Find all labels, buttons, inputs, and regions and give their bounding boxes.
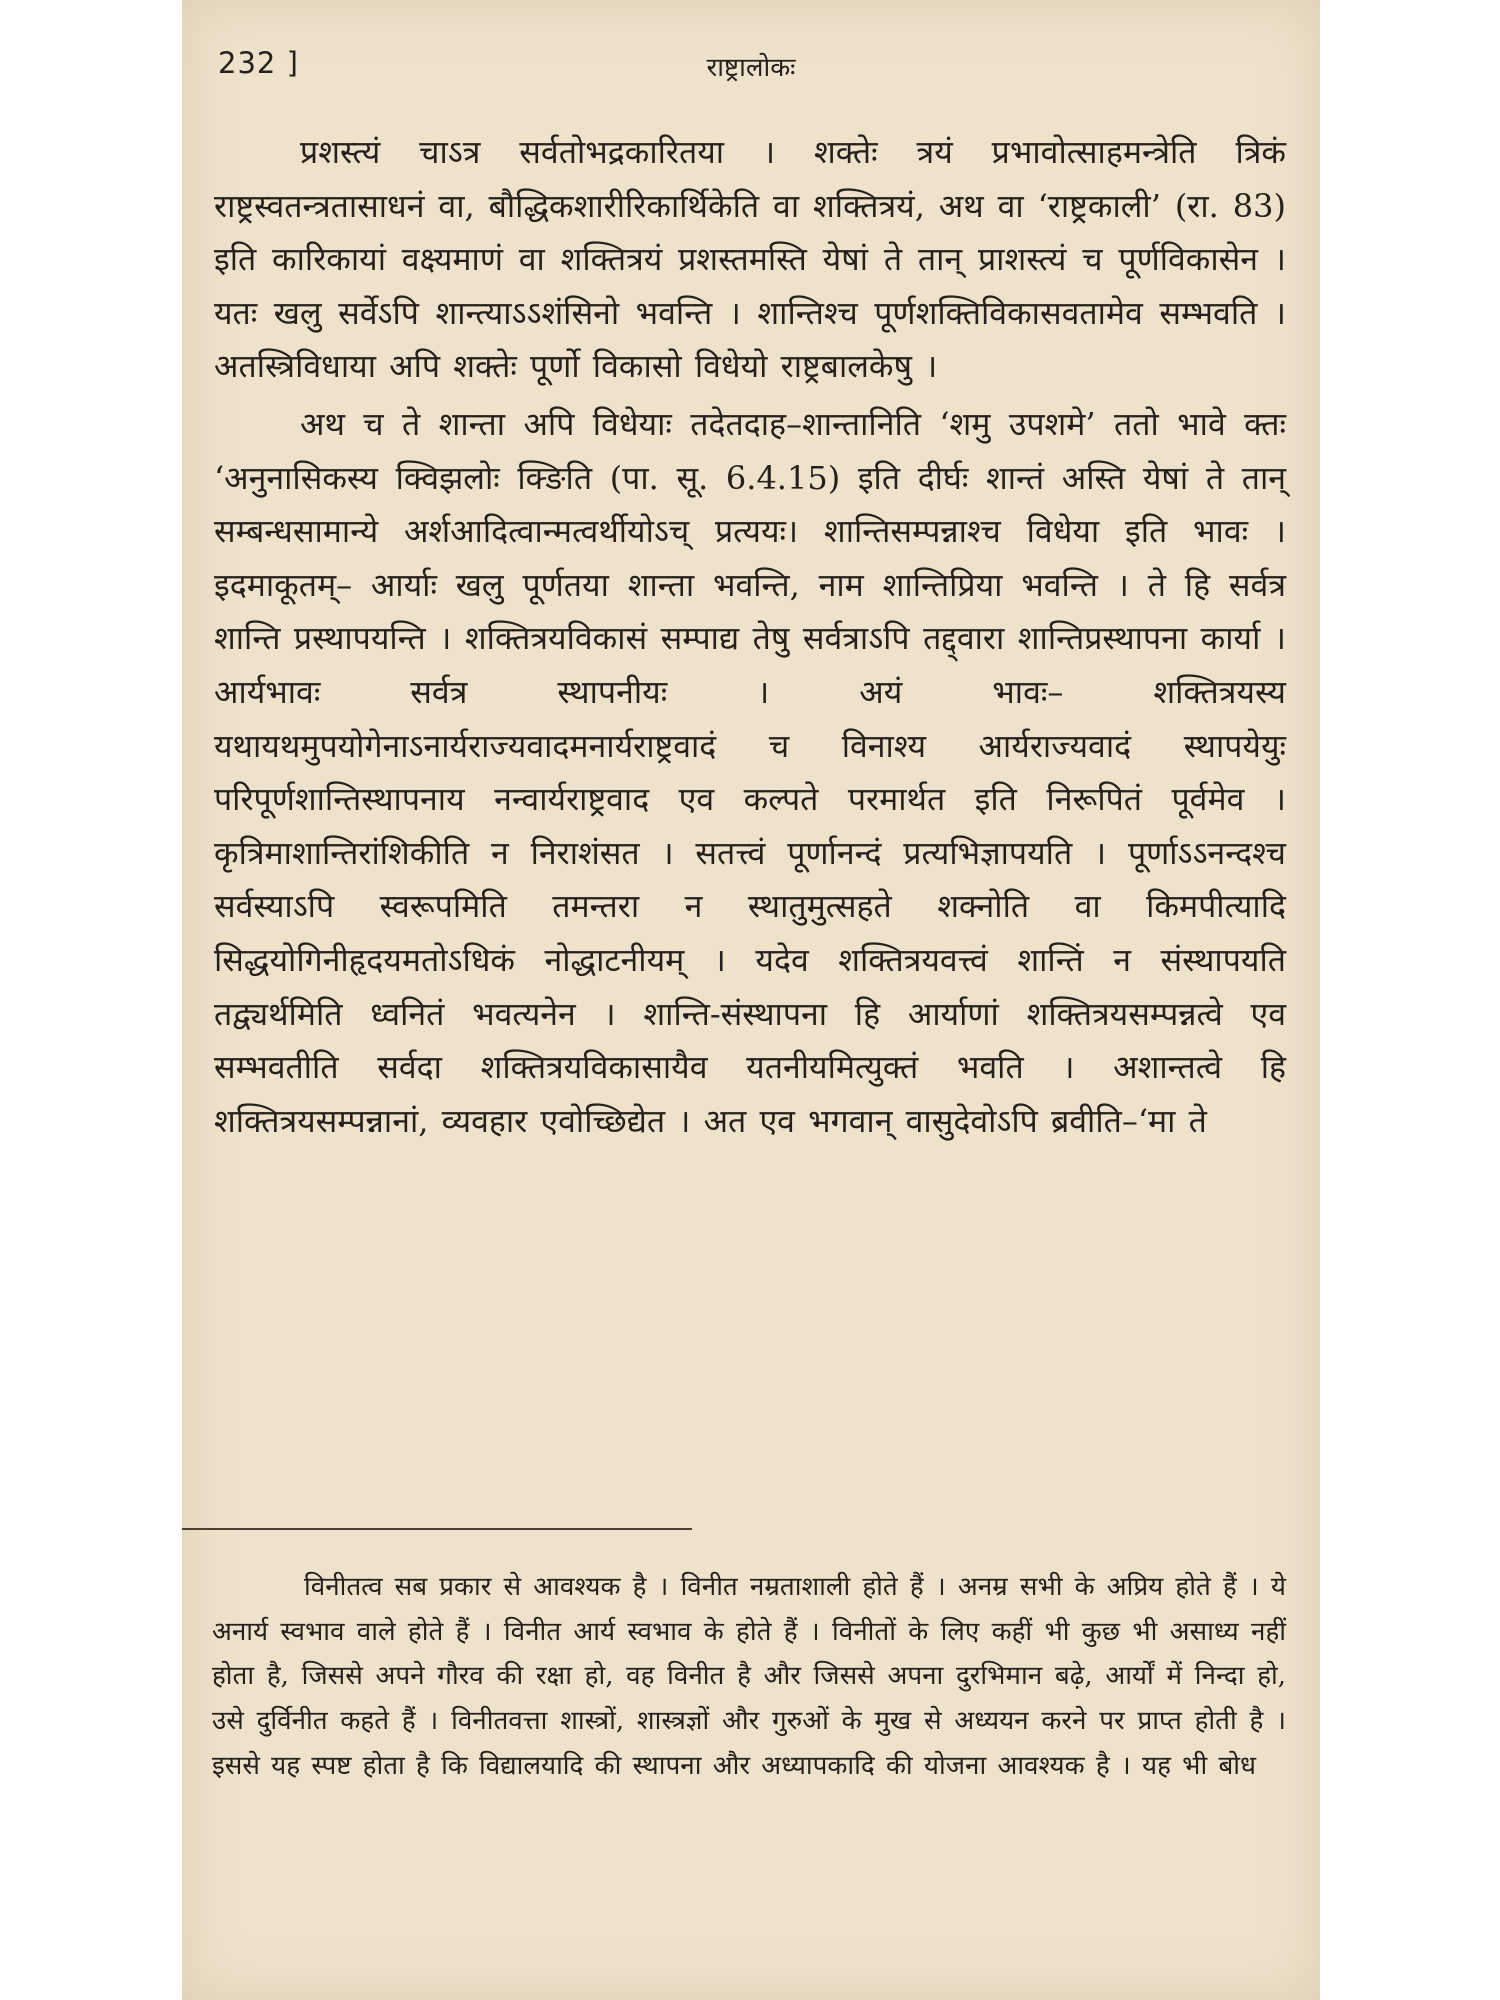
page-number: 232 ]: [218, 46, 299, 80]
footnote-text: विनीतत्व सब प्रकार से आवश्यक है । विनीत नम्रताशाली होते हैं । अनम्र सभी के अप्रिय होते हैं । ये अनार्य स्वभाव वाले होते हैं । विनीत आर्य स्वभाव के होते हैं । विनीतों के लिए कहीं भी कुछ भी असाध्य नहीं होता है, जिससे अपने गौरव की रक्षा हो, वह विनीत है और जिससे अपना दुरभिमान बढ़े, आर्यों में निन्दा हो, उसे दुर्विनीत कहते हैं । विनीतवत्ता शास्त्रों, शास्त्रज्ञों और गुरुओं के मुख से अध्ययन करने पर प्राप्त होती है । इससे यह स्पष्ट होता है कि विद्यालयादि की स्थापना और अध्यापकादि की योजना आवश्यक है । यह भी बोध: [212, 1572, 1286, 1781]
running-title: राष्ट्रालोकः: [706, 53, 796, 83]
footnote-divider: [182, 1528, 692, 1530]
footnote: [212, 1565, 1286, 1789]
main-text: [214, 126, 1286, 1148]
paragraph-1: प्रशस्त्यं चाऽत्र सर्वतोभद्रकारितया । शक्तेः त्रयं प्रभावोत्साहमन्त्रेति त्रिकं राष्ट्रस्वतन्त्रतासाधनं वा, बौद्धिकशारीरिकार्थिकेति वा शक्तित्रयं, अथ वा ‘राष्ट्रकाली’ (रा. 83) इति कारिकायां वक्ष्यमाणं वा शक्तित्रयं प्रशस्तमस्ति येषां ते तान् प्राशस्त्यं च पूर्णविकासेन । यतः खलु सर्वेऽपि शान्त्याऽऽशंसिनो भवन्ति । शान्तिश्च पूर्णशक्तिविकासवतामेव सम्भवति । अतस्त्रिविधाया अपि शक्तेः पूर्णो विकासो विधेयो राष्ट्रबालकेषु ।: [214, 133, 1286, 386]
paragraph-2: अथ च ते शान्ता अपि विधेयाः तदेतदाह–शान्तानिति ‘शमु उपशमे’ ततो भावे क्तः ‘अनुनासिकस्य क्विझलोः क्ङिति (पा. सू. 6.4.15) इति दीर्घः शान्तं अस्ति येषां ते तान् सम्बन्धसामान्ये अर्शआदित्वान्मत्वर्थीयोऽच् प्रत्ययः। शान्तिसम्पन्नाश्च विधेया इति भावः । इदमाकूतम्– आर्याः खलु पूर्णतया शान्ता भवन्ति, नाम शान्तिप्रिया भवन्ति । ते हि सर्वत्र शान्ति प्रस्थापयन्ति । शक्तित्रयविकासं सम्पाद्य तेषु सर्वत्राऽपि तद्द्वारा शान्तिप्रस्थापना कार्या । आर्यभावः सर्वत्र स्थापनीयः । अयं भावः– शक्तित्रयस्य यथायथमुपयोगेनाऽनार्यराज्यवादमनार्यराष्ट्रवादं च विनाश्य आर्यराज्यवादं स्थापयेयुः परिपूर्णशान्तिस्थापनाय नन्वार्यराष्ट्रवाद एव कल्पते परमार्थत इति निरूपितं पूर्वमेव । कृत्रिमाशान्तिरांशिकीति न निराशंसत । सतत्त्वं पूर्णानन्दं प्रत्यभिज्ञापयति । पूर्णाऽऽनन्दश्च सर्वस्याऽपि स्वरूपमिति तमन्तरा न स्थातुमुत्सहते शक्नोति वा किमपीत्यादि सिद्धयोगिनीहृदयमतोऽधिकं नोद्धाटनीयम् । यदेव शक्तित्रयवत्त्वं शान्तिं न संस्थापयति तद्व्यर्थमिति ध्वनितं भवत्यनेन । शान्ति-संस्थापना हि आर्याणां शक्तित्रयसम्पन्नत्वे एव सम्भवतीति सर्वदा शक्तित्रयविकासायैव यतनीयमित्युक्तं भवति । अशान्तत्वे हि शक्तित्रयसम्पन्नानां, व्यवहार एवोच्छिद्येत । अत एव भगवान् वासुदेवोऽपि ब्रवीति–‘मा ते: [214, 404, 1286, 1140]
page-header: [218, 46, 1284, 96]
book-page: [182, 0, 1320, 2000]
